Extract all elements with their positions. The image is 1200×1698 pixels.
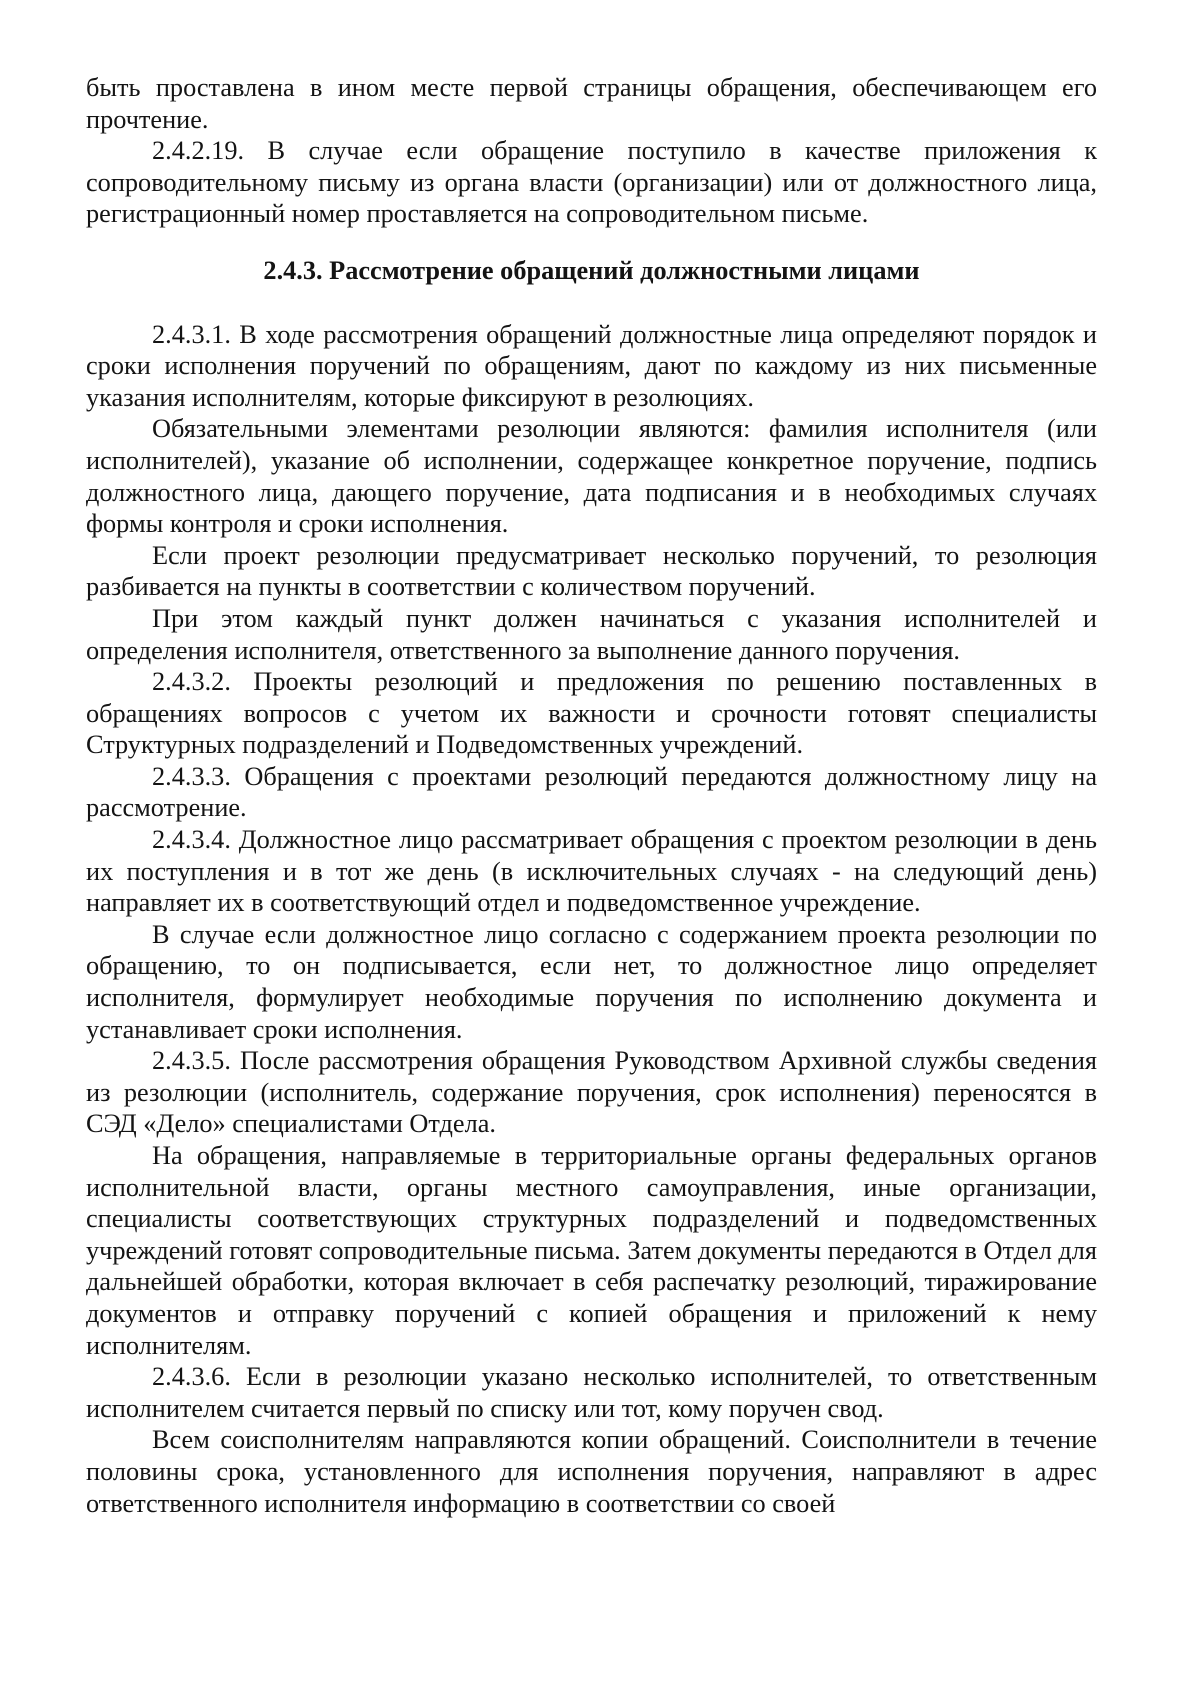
- paragraph-2-4-3-2: 2.4.3.2. Проекты резолюций и предложения по решению поставленных в обращениях вопросов с учетом их важности и срочности готовят специалисты Структурных подразделений и Подведомственных учреждений.: [86, 667, 1097, 760]
- paragraph-resolution-elements: Обязательными элементами резолюции являются: фамилия исполнителя (или исполнителей), указание об исполнении, содержащее конкретное поручение, подпись должностного лица, дающего поручение, дата подписания и в необходимых случаях формы контроля и сроки исполнения.: [86, 414, 1097, 539]
- paragraph-continuation: быть проставлена в ином месте первой страницы обращения, обеспечивающем его прочтение.: [86, 73, 1097, 134]
- document-page: [86, 72, 1097, 1519]
- paragraph-2-4-3-4: 2.4.3.4. Должностное лицо рассматривает обращения с проектом резолюции в день их поступления и в тот же день (в исключительных случаях - на следующий день) направляет их в соответствующий отдел и подведомственное учреждение.: [86, 825, 1097, 918]
- paragraph-2-4-3-1: 2.4.3.1. В ходе рассмотрения обращений должностные лица определяют порядок и сроки исполнения поручений по обращениям, дают по каждому из них письменные указания исполнителям, которые фиксируют в резолюциях.: [86, 319, 1097, 412]
- paragraph-2-4-3-5: 2.4.3.5. После рассмотрения обращения Руководством Архивной службы сведения из резолюции (исполнитель, содержание поручения, срок исполнения) переносятся в СЭД «Дело» специалистами Отдела.: [86, 1046, 1097, 1139]
- paragraph-2-4-2-19: 2.4.2.19. В случае если обращение поступило в качестве приложения к сопроводительному письму из органа власти (организации) или от должностного лица, регистрационный номер проставляется на сопроводительном письме.: [86, 136, 1097, 229]
- paragraph-resolution-items: Если проект резолюции предусматривает несколько поручений, то резолюция разбивается на пункты в соответствии с количеством поручений.: [86, 540, 1097, 602]
- paragraph-2-4-3-3: 2.4.3.3. Обращения с проектами резолюций передаются должностному лицу на рассмотрение.: [86, 761, 1097, 823]
- paragraph-official-agrees: В случае если должностное лицо согласно с содержанием проекта резолюции по обращению, то он подписывается, если нет, то должностное лицо определяет исполнителя, формулирует необходимые поручения по исполнению документа и устанавливает сроки исполнения.: [86, 919, 1097, 1044]
- paragraph-item-start: При этом каждый пункт должен начинаться с указания исполнителей и определения исполнителя, ответственного за выполнение данного поручения.: [86, 603, 1097, 665]
- paragraph-2-4-3-6: 2.4.3.6. Если в резолюции указано несколько исполнителей, то ответственным исполнителем считается первый по списку или тот, кому поручен свод.: [86, 1362, 1097, 1423]
- section-heading: 2.4.3. Рассмотрение обращений должностными лицами: [263, 255, 920, 285]
- paragraph-cover-letters: На обращения, направляемые в территориальные органы федеральных органов исполнительной власти, органы местного самоуправления, иные организации, специалисты соответствующих структурных подразделений и подведомственных учреждений готовят сопроводительные письма. Затем документы передаются в Отдел для дальнейшей обработки, которая включает в себя распечатку резолюций, тиражирование документов и отправку поручений с копией обращения и приложений к нему исполнителям.: [86, 1141, 1097, 1360]
- paragraph-co-executors: Всем соисполнителям направляются копии обращений. Соисполнители в течение половины срока, установленного для исполнения поручения, направляют в адрес ответственного исполнителя информацию в соответствии со своей: [86, 1425, 1097, 1518]
